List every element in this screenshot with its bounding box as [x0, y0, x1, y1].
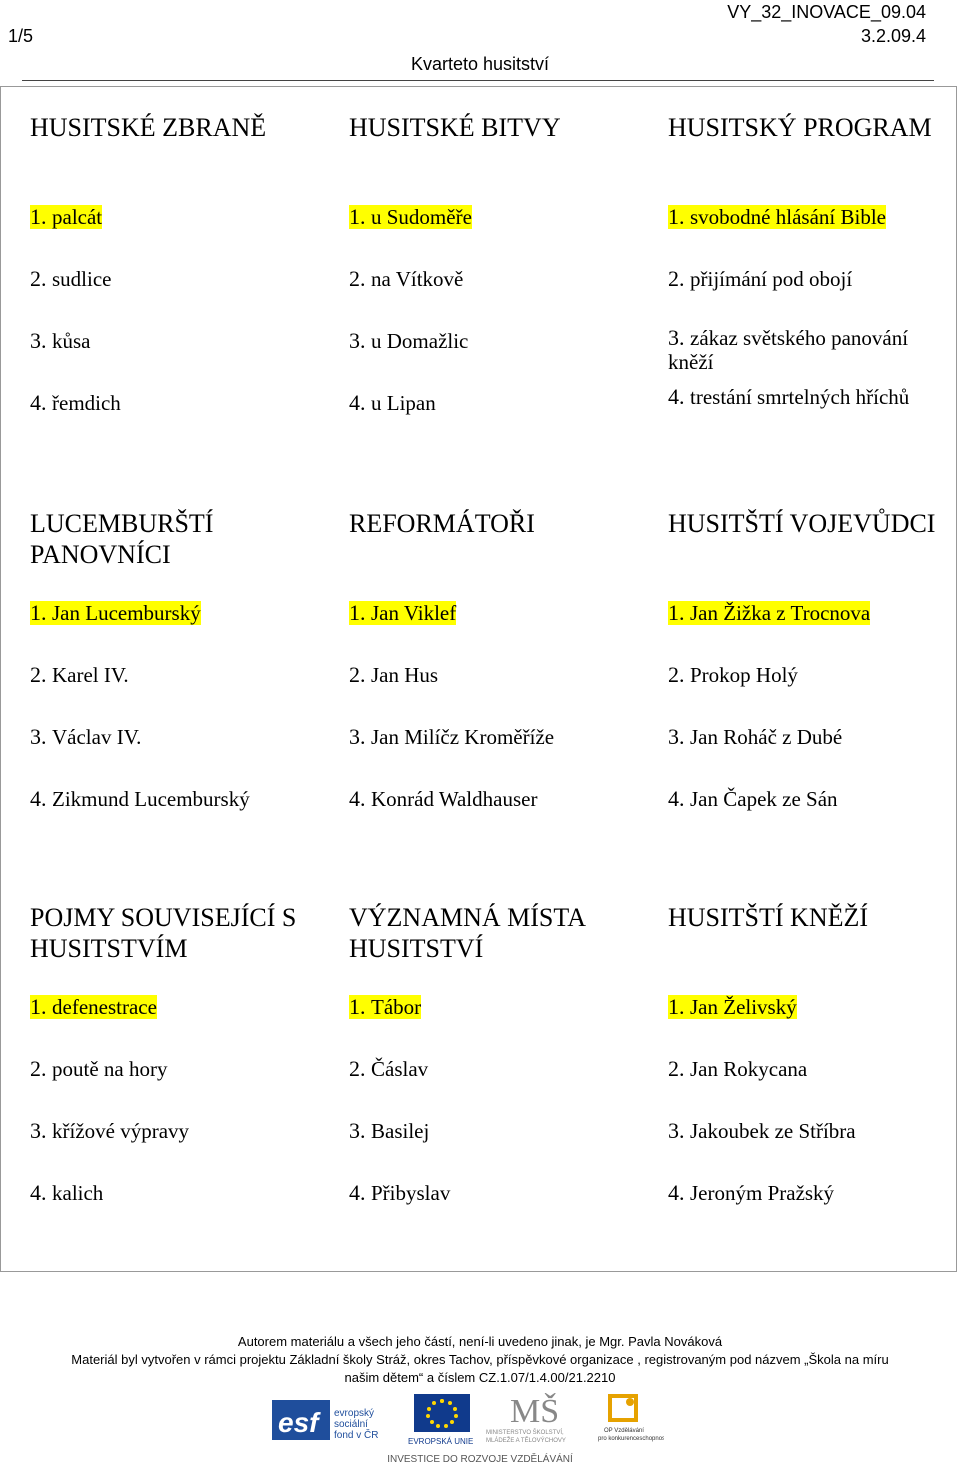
item-text — [30, 787, 250, 811]
esf-logo — [272, 1392, 402, 1448]
item-label: křížové výpravy — [52, 1119, 190, 1143]
card-grid — [0, 86, 957, 1272]
svg-text:evropský: evropský — [334, 1408, 375, 1419]
item-number: 3. — [30, 724, 52, 749]
item-text — [30, 205, 102, 229]
svg-text:MŠ: MŠ — [510, 1393, 560, 1430]
item-label: kůsa — [52, 329, 91, 353]
item-number: 4. — [668, 786, 690, 811]
card-item — [668, 266, 852, 292]
item-label: u Lipan — [371, 391, 436, 415]
item-number: 4. — [349, 786, 371, 811]
card-item — [30, 1118, 189, 1144]
card-item — [349, 600, 456, 626]
card-9 — [668, 902, 958, 1205]
item-label: defenestrace — [52, 995, 157, 1019]
item-number: 4. — [668, 384, 690, 409]
document-title: Kvarteto husitství — [410, 54, 550, 74]
item-label: řemdich — [52, 391, 121, 415]
eu-flag-logo — [408, 1392, 478, 1448]
card-1 — [30, 112, 320, 415]
card-item — [30, 662, 129, 688]
item-text — [668, 725, 842, 749]
item-number: 3. — [30, 1118, 52, 1143]
item-number: 4. — [668, 1180, 690, 1205]
item-label: Jan Hus — [371, 663, 439, 687]
item-number: 4. — [349, 1180, 371, 1205]
card-item — [668, 326, 938, 374]
item-number: 2. — [30, 266, 52, 291]
card-item — [668, 724, 842, 750]
item-label: Jeroným Pražský — [690, 1181, 835, 1205]
card-4 — [30, 508, 320, 811]
card-item — [349, 1118, 429, 1144]
card-item — [668, 662, 798, 688]
footer-registration: našim dětem“ a číslem CZ.1.07/1.4.00/21.2210 — [344, 1370, 616, 1385]
card-item — [349, 994, 421, 1020]
item-label: Přibyslav — [371, 1181, 451, 1205]
item-label: Jakoubek ze Stříbra — [690, 1119, 856, 1143]
card-item — [668, 1056, 807, 1082]
item-label: Prokop Holý — [690, 663, 798, 687]
item-label: palcát — [52, 205, 103, 229]
card-3 — [668, 112, 958, 409]
item-text — [349, 1181, 450, 1205]
item-number: 1. — [30, 204, 52, 229]
card-title: HUSITSKÝ PROGRAM — [668, 113, 932, 142]
item-number: 1. — [30, 600, 52, 625]
item-text — [30, 601, 201, 625]
item-label: trestání smrtelných hříchů — [690, 385, 910, 409]
item-text — [668, 326, 908, 374]
header-rule — [22, 80, 934, 81]
item-number: 3. — [349, 328, 371, 353]
item-text — [349, 601, 456, 625]
item-number: 2. — [668, 662, 690, 687]
item-number: 1. — [668, 204, 690, 229]
card-item — [349, 266, 463, 292]
item-label: na Vítkově — [371, 267, 464, 291]
item-number: 2. — [668, 1056, 690, 1081]
item-text — [30, 663, 129, 687]
item-text — [30, 267, 111, 291]
item-text — [668, 205, 886, 229]
item-label: Václav IV. — [52, 725, 142, 749]
item-text — [30, 995, 157, 1019]
item-label: Jan Milíčz Kroměříže — [371, 725, 555, 749]
card-title: LUCEMBURŠTÍ PANOVNÍCI — [30, 509, 214, 569]
item-number: 1. — [30, 994, 52, 1019]
item-label: Jan Rokycana — [690, 1057, 808, 1081]
card-title: VÝZNAMNÁ MÍSTA HUSITSTVÍ — [349, 903, 585, 963]
item-text — [349, 267, 463, 291]
card-item — [349, 328, 468, 354]
card-title: HUSITŠTÍ VOJEVŮDCI — [668, 509, 936, 538]
item-label: Jan Viklef — [371, 601, 457, 625]
item-text — [668, 1119, 856, 1143]
item-text — [668, 995, 797, 1019]
item-label: Čáslav — [371, 1057, 429, 1081]
card-title: HUSITŠTÍ KNĚŽÍ — [668, 903, 869, 932]
card-item — [349, 204, 472, 230]
item-text — [668, 1057, 807, 1081]
item-label: kalich — [52, 1181, 104, 1205]
item-number: 4. — [30, 1180, 52, 1205]
card-item — [30, 1056, 167, 1082]
item-number: 4. — [30, 786, 52, 811]
item-label: zákaz světského panování kněží — [668, 326, 909, 374]
item-number: 3. — [668, 724, 690, 749]
svg-text:MINISTERSTVO ŠKOLSTVÍ,: MINISTERSTVO ŠKOLSTVÍ, — [486, 1430, 564, 1436]
item-label: Jan Žižka z Trocnova — [690, 601, 871, 625]
op-logo — [596, 1390, 664, 1448]
item-text — [349, 391, 436, 415]
card-item — [349, 1180, 450, 1206]
item-number: 4. — [30, 390, 52, 415]
item-text — [349, 787, 537, 811]
card-item — [30, 390, 121, 416]
item-number: 2. — [349, 266, 371, 291]
card-item — [30, 786, 250, 812]
item-text — [30, 329, 91, 353]
item-text — [30, 725, 141, 749]
card-item — [30, 600, 201, 626]
item-text — [349, 995, 421, 1019]
svg-text:MLÁDEŽE A TĚLOVÝCHOVY: MLÁDEŽE A TĚLOVÝCHOVY — [486, 1438, 566, 1444]
card-7 — [30, 902, 320, 1205]
card-item — [30, 994, 157, 1020]
item-text — [668, 663, 798, 687]
item-text — [668, 267, 852, 291]
svg-text:pro konkurenceschopnost: pro konkurenceschopnost — [598, 1436, 664, 1442]
item-label: sudlice — [52, 267, 112, 291]
card-item — [668, 786, 838, 812]
card-item — [30, 328, 91, 354]
card-item — [349, 724, 554, 750]
card-item — [668, 204, 886, 230]
document-code: VY_32_INOVACE_09.04 — [727, 2, 926, 22]
svg-text:OP Vzdělávání: OP Vzdělávání — [604, 1428, 644, 1434]
item-label: Zikmund Lucemburský — [52, 787, 250, 811]
card-item — [668, 1180, 834, 1206]
item-text — [668, 601, 870, 625]
item-number: 3. — [668, 1118, 690, 1143]
card-title: REFORMÁTOŘI — [349, 509, 535, 538]
card-item — [30, 204, 102, 230]
item-number: 1. — [349, 600, 371, 625]
item-label: Karel IV. — [52, 663, 129, 687]
item-label: Tábor — [371, 995, 422, 1019]
card-title: POJMY SOUVISEJÍCÍ S HUSITSTVÍM — [30, 903, 297, 963]
item-number: 2. — [349, 662, 371, 687]
item-text — [349, 1119, 429, 1143]
card-title: HUSITSKÉ BITVY — [349, 113, 561, 142]
item-label: Jan Želivský — [690, 995, 797, 1019]
item-text — [668, 385, 909, 409]
item-number: 2. — [349, 1056, 371, 1081]
item-label: Basilej — [371, 1119, 430, 1143]
page-number: 1/5 — [8, 26, 34, 46]
item-label: Jan Čapek ze Sán — [690, 787, 838, 811]
card-item — [349, 662, 438, 688]
item-label: Konrád Waldhauser — [371, 787, 538, 811]
svg-text:sociální: sociální — [334, 1419, 368, 1430]
card-item — [349, 390, 436, 416]
item-label: Jan Lucemburský — [52, 601, 201, 625]
item-number: 1. — [668, 994, 690, 1019]
card-item — [668, 384, 909, 410]
item-number: 4. — [349, 390, 371, 415]
item-text — [349, 1057, 428, 1081]
card-2 — [349, 112, 639, 415]
item-text — [668, 787, 838, 811]
item-text — [30, 1057, 167, 1081]
card-item — [30, 266, 111, 292]
card-item — [30, 724, 141, 750]
item-text — [349, 663, 438, 687]
document-subcode: 3.2.09.4 — [860, 26, 926, 46]
item-number: 2. — [668, 266, 690, 291]
item-number: 3. — [349, 1118, 371, 1143]
card-6 — [668, 508, 958, 811]
item-label: Jan Roháč z Dubé — [690, 725, 843, 749]
item-number: 3. — [349, 724, 371, 749]
item-text — [30, 1119, 189, 1143]
card-item — [30, 1180, 103, 1206]
item-number: 2. — [30, 662, 52, 687]
svg-text:esf: esf — [278, 1407, 319, 1438]
footer-slogan: INVESTICE DO ROZVOJE VZDĚLÁVÁNÍ — [387, 1454, 573, 1465]
card-item — [668, 994, 797, 1020]
item-text — [349, 725, 554, 749]
footer-project: Materiál byl vytvořen v rámci projektu Základní školy Stráž, okres Tachov, příspěvkové organizace , registrovaným pod názvem „Škola na míru — [71, 1352, 889, 1367]
svg-text:fond v ČR: fond v ČR — [334, 1430, 379, 1441]
item-number: 1. — [349, 204, 371, 229]
card-8 — [349, 902, 639, 1205]
item-label: svobodné hlásání Bible — [690, 205, 886, 229]
card-item — [349, 786, 537, 812]
card-item — [668, 600, 870, 626]
item-label: přijímání pod obojí — [690, 267, 853, 291]
card-item — [349, 1056, 428, 1082]
card-5 — [349, 508, 639, 811]
item-number: 3. — [30, 328, 52, 353]
msmt-logo — [482, 1388, 594, 1448]
item-number: 1. — [349, 994, 371, 1019]
item-label: u Sudoměře — [371, 205, 472, 229]
card-item — [668, 1118, 856, 1144]
item-number: 3. — [668, 325, 690, 350]
footer-author: Autorem materiálu a všech jeho částí, není-li uvedeno jinak, je Mgr. Pavla Nováková — [237, 1334, 723, 1349]
svg-text:EVROPSKÁ UNIE: EVROPSKÁ UNIE — [408, 1437, 474, 1446]
item-text — [30, 391, 121, 415]
card-title: HUSITSKÉ ZBRANĚ — [30, 113, 267, 142]
item-label: poutě na hory — [52, 1057, 168, 1081]
item-text — [349, 329, 468, 353]
item-number: 2. — [30, 1056, 52, 1081]
item-text — [30, 1181, 103, 1205]
item-text — [349, 205, 472, 229]
item-text — [668, 1181, 834, 1205]
item-number: 1. — [668, 600, 690, 625]
item-label: u Domažlic — [371, 329, 469, 353]
